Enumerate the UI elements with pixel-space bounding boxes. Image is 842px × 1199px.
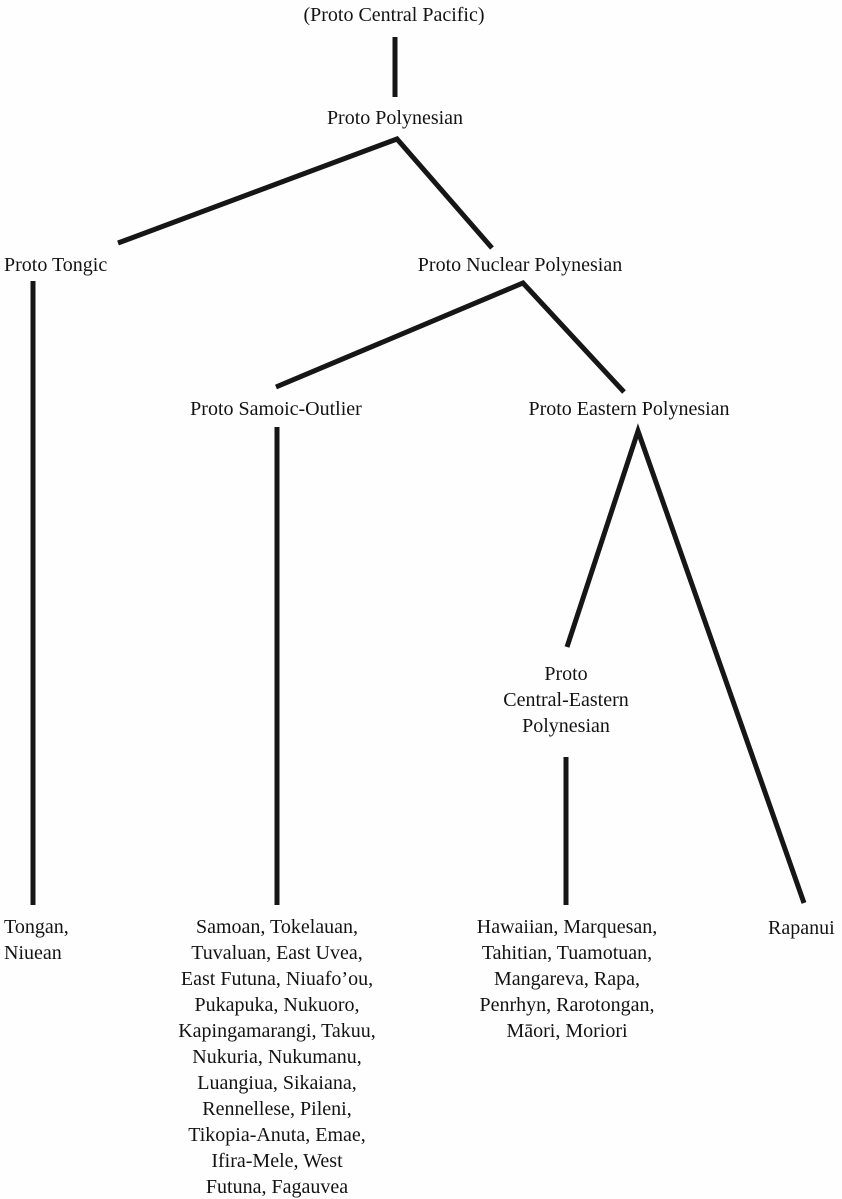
leaf-label-line: Māori, Moriori [506, 1020, 628, 1042]
leaf-label-line: Futuna, Fagauvea [205, 1176, 349, 1198]
node-proto-central-pacific: (Proto Central Pacific) [303, 4, 485, 26]
leaf-label-line: Tongan, [4, 916, 69, 938]
leaf-rapanui: Rapanui [768, 917, 835, 939]
leaf-label-line: Tikopia-Anuta, Emae, [188, 1124, 366, 1146]
leaf-label-line: Hawaiian, Marquesan, [476, 916, 658, 938]
node-proto-polynesian: Proto Polynesian [326, 107, 464, 129]
node-proto-nuclear-polynesian: Proto Nuclear Polynesian [417, 254, 623, 276]
leaf-label-line: Mangareva, Rapa, [493, 968, 641, 990]
node-proto-samoic-outlier: Proto Samoic-Outlier [190, 398, 362, 420]
leaf-label-line: Rennellese, Pileni, [202, 1098, 352, 1120]
leaf-tongic-languages [4, 914, 69, 966]
leaf-central-eastern-languages [477, 914, 658, 1044]
node-label-line: Polynesian [522, 715, 610, 737]
edge-polynesian-to-tongic-and-nuclear [118, 139, 492, 248]
node-label-line: Proto [544, 663, 588, 685]
leaf-label-line: Tuvaluan, East Uvea, [191, 942, 363, 964]
node-proto-eastern-polynesian: Proto Eastern Polynesian [528, 398, 730, 420]
node-proto-tongic: Proto Tongic [4, 254, 108, 276]
leaf-label-line: Tahitian, Tuamotuan, [481, 942, 653, 964]
leaf-label-line: East Futuna, Niuafo’ou, [180, 968, 374, 990]
leaf-label-line: Luangiua, Sikaiana, [197, 1072, 357, 1094]
node-label-line: Central-Eastern [503, 689, 629, 711]
leaf-samoic-outlier-languages [178, 914, 376, 1199]
leaf-label-line: Pukapuka, Nukuoro, [194, 994, 360, 1016]
leaf-label-line: Ifira-Mele, West [211, 1150, 343, 1172]
leaf-label-line: Nukuria, Nukumanu, [192, 1046, 362, 1068]
leaf-label-line: Penrhyn, Rarotongan, [479, 994, 655, 1016]
leaf-label-line: Samoan, Tokelauan, [195, 916, 359, 938]
leaf-label-line: Kapingamarangi, Takuu, [178, 1020, 376, 1042]
leaf-label-line: Niuean [4, 942, 62, 964]
edge-nuclear-to-samoic-and-eastern [276, 283, 624, 392]
node-proto-central-eastern-polynesian [503, 661, 629, 739]
